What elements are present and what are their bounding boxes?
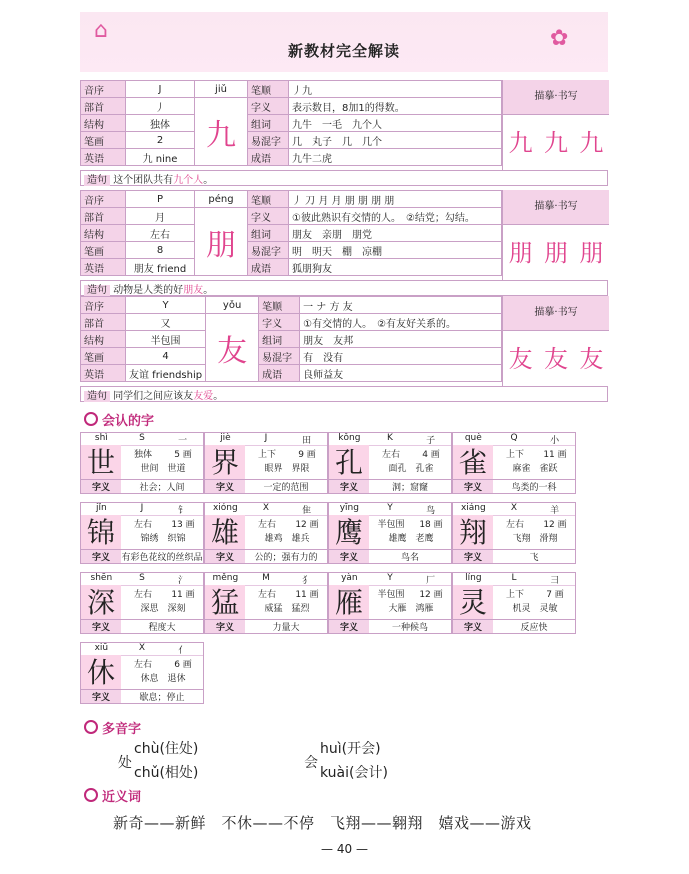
card-bushou: 钅 bbox=[178, 506, 188, 515]
card-pinyin: jiè bbox=[220, 433, 231, 443]
sentence-label: 造句 bbox=[84, 285, 110, 296]
card-pinyin: měng bbox=[212, 573, 239, 583]
card-bushou: 厂 bbox=[426, 576, 436, 585]
row-value: 表示数目，8加1的得数。 bbox=[289, 98, 502, 115]
card-structure-row bbox=[371, 517, 451, 529]
card-meaning-label: 字义 bbox=[205, 620, 245, 633]
row-value: 有 没有 bbox=[300, 348, 502, 365]
card-words-row bbox=[247, 531, 327, 543]
card-jiegou: 上下 bbox=[257, 450, 276, 459]
house-decoration-icon: ⌂ bbox=[94, 18, 108, 43]
card-words-row bbox=[247, 601, 327, 613]
card-jiegou: 半包围 bbox=[377, 520, 405, 529]
card-zuci: 世间 世道 bbox=[140, 464, 186, 473]
card-yinxu: S bbox=[139, 433, 145, 443]
card-yinxu: J bbox=[264, 433, 268, 443]
card-meaning-label: 字义 bbox=[453, 620, 493, 633]
char-card bbox=[80, 642, 204, 704]
card-jiegou: 半包围 bbox=[377, 590, 405, 599]
practice-label: 描摹·书写 bbox=[503, 80, 609, 115]
card-bushou: 小 bbox=[550, 436, 560, 445]
card-bihua: 7 画 bbox=[546, 590, 564, 599]
card-pinyin: què bbox=[464, 433, 482, 443]
practice-chars bbox=[503, 115, 609, 158]
card-meaning-text: 一种候鸟 bbox=[391, 623, 428, 633]
card-yinxu: X bbox=[262, 503, 270, 513]
card-zuci: 雄鸡 雄兵 bbox=[264, 534, 310, 543]
row-value: 一 ナ 方 友 bbox=[300, 297, 502, 314]
card-pinyin: shēn bbox=[90, 573, 113, 583]
card-structure-row bbox=[247, 517, 327, 529]
polyphone-reading-1: chù(住处) bbox=[134, 741, 199, 757]
polyphone-reading-2: chǔ(相处) bbox=[134, 765, 199, 781]
card-words-row bbox=[371, 531, 451, 543]
sentence-highlight: 朋友 bbox=[183, 285, 204, 296]
card-zuci: 面孔 孔雀 bbox=[388, 464, 434, 473]
row-label: 部首 bbox=[81, 98, 126, 115]
row-label: 组词 bbox=[248, 225, 289, 242]
row-label: 笔画 bbox=[81, 242, 126, 259]
row-value: 月 bbox=[126, 208, 195, 225]
card-meaning-label: 字义 bbox=[453, 480, 493, 493]
section-recognize: 会认的字 bbox=[84, 410, 154, 429]
card-structure-row bbox=[123, 517, 203, 529]
char-card bbox=[204, 572, 328, 634]
page-title: 新教材完全解读 bbox=[287, 42, 400, 60]
card-bihua: 6 画 bbox=[174, 660, 192, 669]
sentence-end: 。 bbox=[213, 391, 224, 402]
card-pinyin: jǐn bbox=[95, 503, 107, 513]
card-structure-row bbox=[495, 587, 575, 599]
card-meaning-text: 反应快 bbox=[520, 623, 548, 633]
card-meaning-text: 力量大 bbox=[272, 623, 300, 633]
row-value: Y bbox=[126, 297, 206, 314]
card-structure-row bbox=[123, 587, 203, 599]
card-bushou: 彐 bbox=[550, 576, 560, 585]
practice-area bbox=[502, 190, 609, 280]
row-value: 半包围 bbox=[126, 331, 206, 348]
char-card bbox=[80, 432, 204, 494]
page-banner bbox=[80, 12, 608, 72]
row-value: 九牛 一毛 九个人 bbox=[289, 115, 502, 132]
card-meaning bbox=[453, 549, 575, 563]
char-card bbox=[328, 572, 452, 634]
row-value: 独体 bbox=[126, 115, 195, 132]
card-meaning bbox=[81, 549, 203, 563]
section-polyphone: 多音字 bbox=[84, 718, 141, 737]
row-label: 英语 bbox=[81, 259, 126, 276]
row-label: 笔画 bbox=[81, 132, 126, 149]
row-label: 易混字 bbox=[259, 348, 300, 365]
row-value: P bbox=[126, 191, 195, 208]
card-meaning-label: 字义 bbox=[329, 550, 369, 563]
card-words-row bbox=[495, 601, 575, 613]
card-meaning bbox=[81, 619, 203, 633]
card-zuci: 麻雀 雀跃 bbox=[512, 464, 558, 473]
card-structure-row bbox=[495, 447, 575, 459]
card-bushou: 鸟 bbox=[426, 506, 436, 515]
polyphone-reading-2: kuài(会计) bbox=[320, 765, 388, 781]
page-number: — 40 — bbox=[321, 842, 368, 856]
polyphone-reading-1: huì(开会) bbox=[320, 741, 381, 757]
magnifier-icon bbox=[84, 720, 98, 734]
practice-chars bbox=[503, 331, 609, 374]
card-character: 翔 bbox=[453, 515, 493, 551]
card-meaning-label: 字义 bbox=[205, 480, 245, 493]
card-zuci: 锦绣 织锦 bbox=[140, 534, 186, 543]
char-entry bbox=[80, 80, 608, 188]
sentence-end: 。 bbox=[203, 175, 214, 186]
sentence-label: 造句 bbox=[84, 391, 110, 402]
magnifier-icon bbox=[84, 412, 98, 426]
trace-char: 朋 bbox=[508, 239, 533, 267]
row-label: 成语 bbox=[259, 365, 300, 382]
trace-char: 九 bbox=[508, 129, 533, 157]
char-card bbox=[328, 502, 452, 564]
big-character: 友 bbox=[206, 314, 259, 382]
pinyin: péng bbox=[195, 191, 248, 208]
row-label: 部首 bbox=[81, 314, 126, 331]
rabbit-decoration-icon: ✿ bbox=[550, 26, 569, 51]
card-bihua: 11 画 bbox=[295, 590, 319, 599]
row-value: 朋友 友邦 bbox=[300, 331, 502, 348]
card-zuci: 深思 深刻 bbox=[140, 604, 186, 613]
row-label: 组词 bbox=[248, 115, 289, 132]
card-structure-row bbox=[123, 447, 203, 459]
card-yinxu: L bbox=[511, 573, 517, 583]
card-jiegou: 左右 bbox=[381, 450, 400, 459]
card-words-row bbox=[371, 461, 451, 473]
card-structure-row bbox=[247, 447, 327, 459]
row-label: 音序 bbox=[81, 191, 126, 208]
card-meaning-label: 字义 bbox=[453, 550, 493, 563]
row-value: 8 bbox=[126, 242, 195, 259]
card-character: 灵 bbox=[453, 585, 493, 621]
card-zuci: 休息 退休 bbox=[140, 674, 186, 683]
card-bihua: 12 画 bbox=[543, 520, 567, 529]
card-character: 雄 bbox=[205, 515, 245, 551]
card-character: 雁 bbox=[329, 585, 369, 621]
card-jiegou: 上下 bbox=[505, 450, 524, 459]
card-words-row bbox=[123, 531, 203, 543]
practice-label: 描摹·书写 bbox=[503, 190, 609, 225]
card-bihua: 12 画 bbox=[419, 590, 443, 599]
card-jiegou: 左右 bbox=[257, 520, 276, 529]
card-character: 锦 bbox=[81, 515, 121, 551]
big-character: 九 bbox=[195, 98, 248, 166]
card-jiegou: 左右 bbox=[133, 520, 152, 529]
pinyin: yǒu bbox=[206, 297, 259, 314]
char-card bbox=[452, 502, 576, 564]
card-bihua: 13 画 bbox=[171, 520, 195, 529]
char-card bbox=[328, 432, 452, 494]
row-label: 音序 bbox=[81, 297, 126, 314]
card-yinxu: Q bbox=[510, 433, 518, 443]
row-value: 几 丸子 几 几个 bbox=[289, 132, 502, 149]
card-meaning-label: 字义 bbox=[81, 690, 121, 703]
row-value: ①有交情的人。 ②有友好关系的。 bbox=[300, 314, 502, 331]
polyphone-char: 处 bbox=[118, 755, 132, 771]
row-value: 2 bbox=[126, 132, 195, 149]
card-meaning-label: 字义 bbox=[81, 480, 121, 493]
card-bihua: 11 画 bbox=[171, 590, 195, 599]
card-zuci: 威猛 猛烈 bbox=[264, 604, 310, 613]
card-character: 鹰 bbox=[329, 515, 369, 551]
card-jiegou: 左右 bbox=[133, 660, 152, 669]
row-label: 笔画 bbox=[81, 348, 126, 365]
char-card bbox=[80, 572, 204, 634]
card-meaning-text: 洞；窟窿 bbox=[391, 483, 428, 493]
card-bushou: 亻 bbox=[178, 646, 188, 655]
card-meaning bbox=[329, 549, 451, 563]
card-bushou: 田 bbox=[302, 436, 312, 445]
row-value: 友谊 friendship bbox=[126, 365, 206, 382]
row-label: 部首 bbox=[81, 208, 126, 225]
trace-char: 九 bbox=[579, 129, 604, 157]
trace-char: 友 bbox=[508, 345, 533, 373]
card-words-row bbox=[495, 461, 575, 473]
card-jiegou: 左右 bbox=[505, 520, 524, 529]
card-yinxu: M bbox=[262, 573, 270, 583]
trace-char: 友 bbox=[543, 345, 568, 373]
card-meaning bbox=[81, 479, 203, 493]
row-label: 笔顺 bbox=[248, 81, 289, 98]
row-value: 又 bbox=[126, 314, 206, 331]
big-character: 朋 bbox=[195, 208, 248, 276]
magnifier-icon bbox=[84, 788, 98, 802]
card-meaning bbox=[453, 619, 575, 633]
sentence-highlight: 友爱 bbox=[193, 391, 214, 402]
card-bushou: 一 bbox=[178, 436, 188, 445]
sentence-end: 。 bbox=[203, 285, 214, 296]
card-meaning-text: 一定的范围 bbox=[263, 483, 309, 493]
card-bushou: 犭 bbox=[302, 576, 312, 585]
row-value: 九牛二虎 bbox=[289, 149, 502, 166]
card-pinyin: yīng bbox=[339, 503, 359, 513]
card-structure-row bbox=[247, 587, 327, 599]
row-label: 组词 bbox=[259, 331, 300, 348]
card-meaning bbox=[329, 479, 451, 493]
card-meaning-text: 鸟类的一科 bbox=[511, 483, 557, 493]
card-meaning bbox=[205, 549, 327, 563]
card-pinyin: xiū bbox=[94, 643, 109, 653]
row-value: 丿 bbox=[126, 98, 195, 115]
row-label: 易混字 bbox=[248, 242, 289, 259]
row-label: 结构 bbox=[81, 225, 126, 242]
row-label: 结构 bbox=[81, 115, 126, 132]
polyphone-char: 会 bbox=[304, 755, 318, 771]
row-value: 九 nine bbox=[126, 149, 195, 166]
card-meaning bbox=[453, 479, 575, 493]
practice-label: 描摹·书写 bbox=[503, 296, 609, 331]
row-label: 英语 bbox=[81, 365, 126, 382]
card-yinxu: Y bbox=[387, 503, 393, 513]
card-meaning bbox=[205, 479, 327, 493]
card-meaning bbox=[329, 619, 451, 633]
row-label: 字义 bbox=[259, 314, 300, 331]
card-jiegou: 独体 bbox=[133, 450, 152, 459]
char-card bbox=[80, 502, 204, 564]
sentence-text: 动物是人类的好 bbox=[113, 285, 184, 296]
card-pinyin: yàn bbox=[341, 573, 358, 583]
card-zuci: 雄鹰 老鹰 bbox=[388, 534, 434, 543]
row-value: 丿九 bbox=[289, 81, 502, 98]
card-yinxu: X bbox=[510, 503, 518, 513]
card-bushou: 隹 bbox=[302, 506, 312, 515]
card-jiegou: 左右 bbox=[257, 590, 276, 599]
card-bihua: 9 画 bbox=[298, 450, 316, 459]
card-meaning-label: 字义 bbox=[81, 620, 121, 633]
card-bihua: 18 画 bbox=[419, 520, 443, 529]
practice-area bbox=[502, 80, 609, 170]
card-character: 孔 bbox=[329, 445, 369, 481]
card-structure-row bbox=[495, 517, 575, 529]
row-value: ①彼此熟识有交情的人。 ②结党；勾结。 bbox=[289, 208, 502, 225]
char-card bbox=[204, 502, 328, 564]
char-entry bbox=[80, 190, 608, 298]
card-yinxu: K bbox=[387, 433, 393, 443]
sentence-text: 这个团队共有 bbox=[113, 175, 174, 186]
card-meaning-label: 字义 bbox=[205, 550, 245, 563]
row-value: 朋友 friend bbox=[126, 259, 195, 276]
row-label: 笔顺 bbox=[259, 297, 300, 314]
card-bihua: 5 画 bbox=[174, 450, 192, 459]
card-meaning-text: 程度大 bbox=[148, 623, 176, 633]
trace-char: 九 bbox=[543, 129, 568, 157]
card-words-row bbox=[247, 461, 327, 473]
card-pinyin: xióng bbox=[212, 503, 238, 513]
row-label: 字义 bbox=[248, 98, 289, 115]
card-pinyin: xiáng bbox=[460, 503, 486, 513]
card-character: 休 bbox=[81, 655, 121, 691]
practice-area bbox=[502, 296, 609, 386]
card-words-row bbox=[495, 531, 575, 543]
char-card bbox=[452, 572, 576, 634]
row-label: 笔顺 bbox=[248, 191, 289, 208]
row-value: 良师益友 bbox=[300, 365, 502, 382]
card-bihua: 12 画 bbox=[295, 520, 319, 529]
sentence-highlight: 九个人 bbox=[173, 175, 204, 186]
card-meaning bbox=[205, 619, 327, 633]
row-label: 易混字 bbox=[248, 132, 289, 149]
example-sentence bbox=[80, 170, 608, 186]
card-words-row bbox=[123, 601, 203, 613]
card-bushou: 氵 bbox=[178, 576, 188, 585]
card-character: 雀 bbox=[453, 445, 493, 481]
card-meaning-label: 字义 bbox=[81, 550, 121, 563]
card-yinxu: Y bbox=[387, 573, 393, 583]
card-yinxu: S bbox=[139, 573, 145, 583]
card-bihua: 11 画 bbox=[543, 450, 567, 459]
card-jiegou: 上下 bbox=[505, 590, 524, 599]
card-meaning-text: 鸟名 bbox=[400, 553, 419, 563]
card-character: 世 bbox=[81, 445, 121, 481]
pinyin: jiǔ bbox=[195, 81, 248, 98]
card-pinyin: kǒng bbox=[338, 433, 361, 443]
card-zuci: 大雁 鸿雁 bbox=[388, 604, 434, 613]
card-meaning-text: 公的；强有力的 bbox=[254, 553, 318, 563]
card-words-row bbox=[123, 461, 203, 473]
card-zuci: 飞翔 滑翔 bbox=[512, 534, 558, 543]
char-entry bbox=[80, 296, 608, 404]
row-value: 狐朋狗友 bbox=[289, 259, 502, 276]
card-meaning-label: 字义 bbox=[329, 620, 369, 633]
card-yinxu: X bbox=[138, 643, 146, 653]
card-words-row bbox=[123, 671, 203, 683]
row-label: 音序 bbox=[81, 81, 126, 98]
card-character: 猛 bbox=[205, 585, 245, 621]
char-card bbox=[204, 432, 328, 494]
card-bihua: 4 画 bbox=[422, 450, 440, 459]
card-zuci: 眼界 界限 bbox=[264, 464, 310, 473]
card-meaning-text: 飞 bbox=[529, 553, 539, 563]
sentence-label: 造句 bbox=[84, 175, 110, 186]
synonym-list: 新奇——新鲜 不休——不停 飞翔——翱翔 嬉戏——游戏 bbox=[113, 814, 532, 832]
card-meaning-label: 字义 bbox=[329, 480, 369, 493]
card-yinxu: J bbox=[140, 503, 144, 513]
card-meaning bbox=[81, 689, 203, 703]
trace-char: 友 bbox=[579, 345, 604, 373]
row-value: J bbox=[126, 81, 195, 98]
card-words-row bbox=[371, 601, 451, 613]
card-zuci: 机灵 灵敏 bbox=[512, 604, 558, 613]
card-structure-row bbox=[123, 657, 203, 669]
card-meaning-text: 社会；人间 bbox=[139, 483, 185, 493]
row-label: 成语 bbox=[248, 149, 289, 166]
card-character: 深 bbox=[81, 585, 121, 621]
section-synonym: 近义词 bbox=[84, 786, 141, 805]
char-card bbox=[452, 432, 576, 494]
card-meaning-text: 有彩色花纹的丝织品 bbox=[121, 553, 203, 563]
row-label: 成语 bbox=[248, 259, 289, 276]
card-jiegou: 左右 bbox=[133, 590, 152, 599]
card-character: 界 bbox=[205, 445, 245, 481]
row-value: 4 bbox=[126, 348, 206, 365]
practice-chars bbox=[503, 225, 609, 268]
trace-char: 朋 bbox=[579, 239, 604, 267]
card-bushou: 子 bbox=[426, 436, 436, 445]
row-label: 结构 bbox=[81, 331, 126, 348]
card-bushou: 羊 bbox=[550, 506, 560, 515]
trace-char: 朋 bbox=[543, 239, 568, 267]
row-value: 左右 bbox=[126, 225, 195, 242]
row-value: 朋友 亲朋 朋党 bbox=[289, 225, 502, 242]
card-structure-row bbox=[371, 447, 451, 459]
card-structure-row bbox=[371, 587, 451, 599]
card-pinyin: líng bbox=[465, 573, 482, 583]
card-meaning-text: 歇息；停止 bbox=[139, 693, 185, 703]
example-sentence bbox=[80, 280, 608, 296]
row-value: 丿 刀 月 月 朋 朋 朋 朋 bbox=[289, 191, 502, 208]
card-pinyin: shì bbox=[94, 433, 108, 443]
row-label: 字义 bbox=[248, 208, 289, 225]
example-sentence bbox=[80, 386, 608, 402]
row-label: 英语 bbox=[81, 149, 126, 166]
sentence-text: 同学们之间应该友 bbox=[113, 391, 194, 402]
row-value: 明 明天 棚 凉棚 bbox=[289, 242, 502, 259]
